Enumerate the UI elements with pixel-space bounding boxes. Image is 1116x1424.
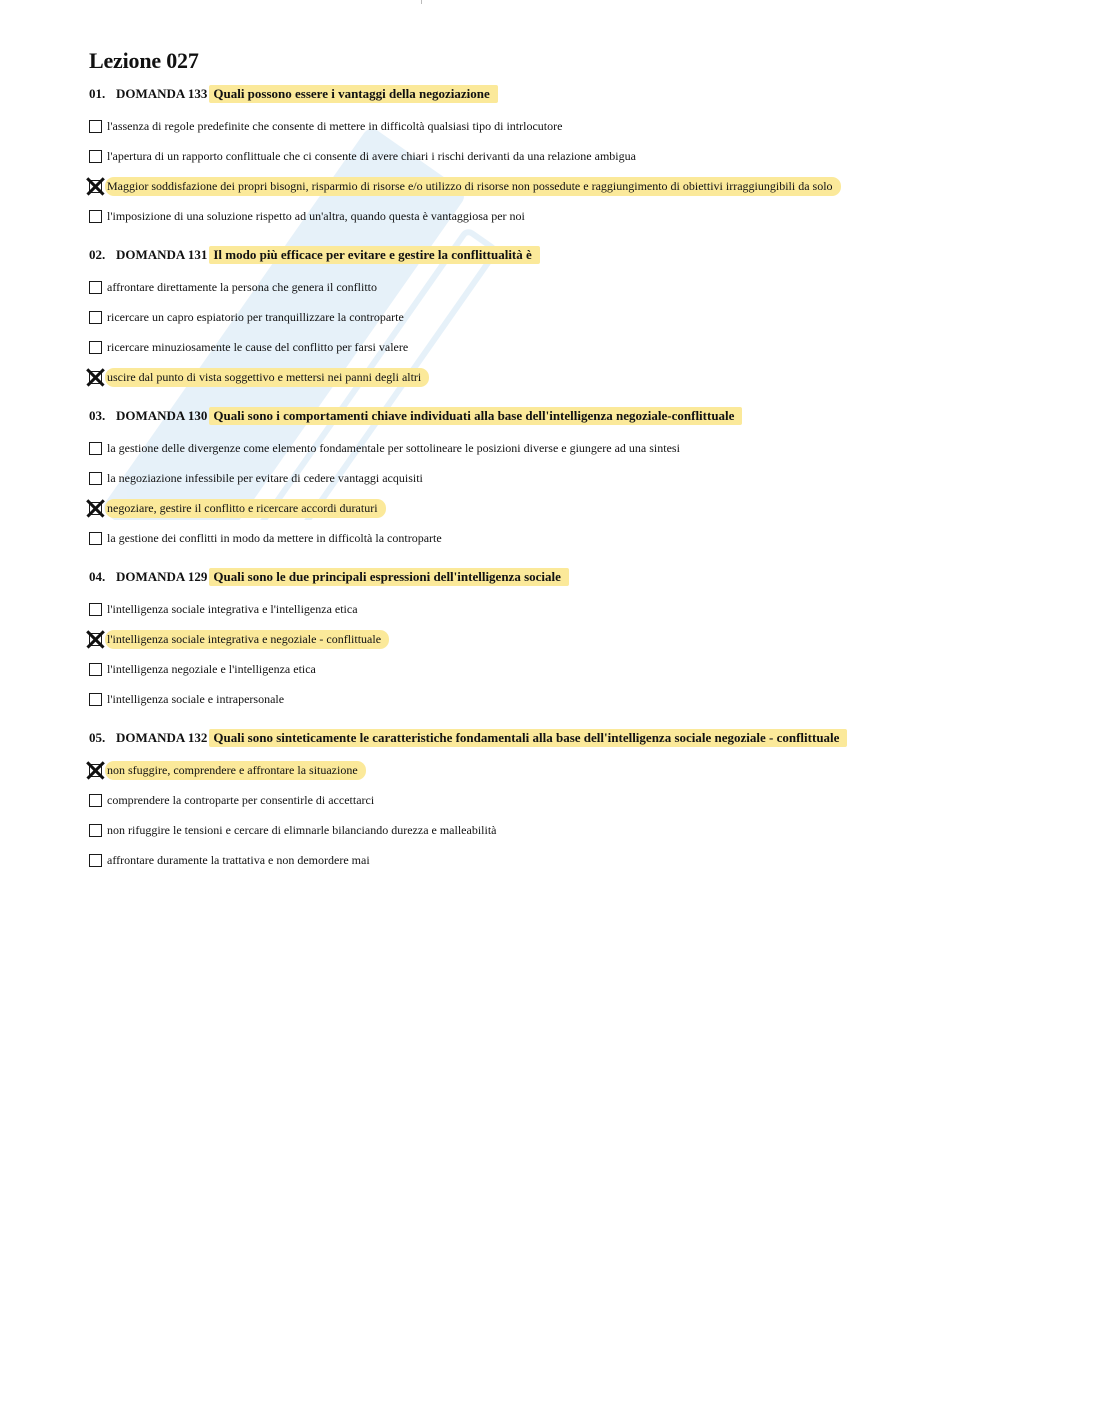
answer-option[interactable] [88,272,988,302]
answer-text: ricercare un capro espiatorio per tranquillizzare la controparte [107,309,404,324]
question-text: Il modo più efficace per evitare e gestire la conflittualità è [209,246,539,264]
question-number: 03. [89,408,106,423]
question-label: DOMANDA 133 [116,86,208,101]
checkbox-crossed-icon[interactable] [89,371,102,384]
answer-text: ricercare minuziosamente le cause del conflitto per farsi valere [107,339,409,354]
checkbox-icon[interactable] [89,693,102,706]
checkbox-crossed-icon[interactable] [89,502,102,515]
checkbox-icon[interactable] [89,311,102,324]
question-block [88,728,988,875]
answer-text: uscire dal punto di vista soggettivo e mettersi nei panni degli altri [105,368,429,387]
question-block [88,245,988,392]
answer-option[interactable] [88,815,988,845]
checkbox-icon[interactable] [89,150,102,163]
answer-option[interactable] [88,755,988,785]
answer-text: la negoziazione infessibile per evitare di cedere vantaggi acquisiti [107,470,423,485]
answer-option[interactable] [88,845,988,875]
question-header [88,567,988,587]
checkbox-icon[interactable] [89,281,102,294]
checkbox-icon[interactable] [89,472,102,485]
answer-option[interactable] [88,654,988,684]
checkbox-icon[interactable] [89,442,102,455]
question-number: 01. [89,86,106,101]
answer-option[interactable] [88,433,988,463]
answer-text: non sfuggire, comprendere e affrontare la situazione [105,761,366,780]
question-text: Quali sono sinteticamente le caratteristiche fondamentali alla base dell'intelligenza sociale negoziale - conflittuale [209,729,847,747]
answer-option[interactable] [88,594,988,624]
page-top-mark [421,0,422,4]
question-text: Quali possono essere i vantaggi della negoziazione [209,85,497,103]
answer-text: l'intelligenza sociale e intrapersonale [107,691,285,706]
answer-option[interactable] [88,785,988,815]
answer-option[interactable] [88,111,988,141]
question-label: DOMANDA 129 [116,569,208,584]
answer-option[interactable] [88,201,988,231]
question-header [88,406,988,426]
checkbox-icon[interactable] [89,663,102,676]
question-number: 05. [89,730,106,745]
answer-text: la gestione dei conflitti in modo da mettere in difficoltà la controparte [107,530,442,545]
checkbox-icon[interactable] [89,824,102,837]
question-label: DOMANDA 130 [116,408,208,423]
answer-text: l'assenza di regole predefinite che consente di mettere in difficoltà qualsiasi tipo di intrlocutore [107,118,563,133]
question-header [88,84,988,104]
question-header [88,728,988,748]
answer-option[interactable] [88,171,988,201]
checkbox-crossed-icon[interactable] [89,633,102,646]
answer-text: Maggior soddisfazione dei propri bisogni, risparmio di risorse e/o utilizzo di risorse non possedute e raggiungimento di obiettivi irraggiungibili da solo [105,177,841,196]
question-label: DOMANDA 131 [116,247,208,262]
checkbox-icon[interactable] [89,210,102,223]
question-number: 04. [89,569,106,584]
answer-option[interactable] [88,684,988,714]
answer-option[interactable] [88,141,988,171]
question-label: DOMANDA 132 [116,730,208,745]
answer-option[interactable] [88,624,988,654]
question-block [88,406,988,553]
checkbox-icon[interactable] [89,532,102,545]
question-block [88,84,988,231]
answer-option[interactable] [88,362,988,392]
question-header [88,245,988,265]
checkbox-icon[interactable] [89,120,102,133]
answer-option[interactable] [88,463,988,493]
checkbox-icon[interactable] [89,603,102,616]
checkbox-icon[interactable] [89,341,102,354]
answer-text: comprendere la controparte per consentirle di accettarci [107,792,375,807]
answer-text: l'apertura di un rapporto conflittuale che ci consente di avere chiari i rischi derivanti da una relazione ambigua [107,148,636,163]
answer-option[interactable] [88,332,988,362]
answer-text: la gestione delle divergenze come elemento fondamentale per sottolineare le posizioni diverse e giungere ad una sintesi [107,440,680,455]
answer-text: affrontare duramente la trattativa e non demordere mai [107,852,370,867]
question-list [88,84,988,889]
answer-text: affrontare direttamente la persona che genera il conflitto [107,279,377,294]
answer-text: l'intelligenza negoziale e l'intelligenza etica [107,661,316,676]
answer-option[interactable] [88,493,988,523]
question-text: Quali sono le due principali espressioni dell'intelligenza sociale [209,568,569,586]
page-title: Lezione 027 [89,48,199,73]
checkbox-icon[interactable] [89,854,102,867]
answer-option[interactable] [88,523,988,553]
question-block [88,567,988,714]
checkbox-crossed-icon[interactable] [89,764,102,777]
answer-text: negoziare, gestire il conflitto e ricercare accordi duraturi [105,499,386,518]
answer-text: l'intelligenza sociale integrativa e l'intelligenza etica [107,601,358,616]
answer-text: l'imposizione di una soluzione rispetto ad un'altra, quando questa è vantaggiosa per noi [107,208,525,223]
checkbox-icon[interactable] [89,794,102,807]
question-number: 02. [89,247,106,262]
answer-text: non rifuggire le tensioni e cercare di elimnarle bilanciando durezza e malleabilità [107,822,497,837]
answer-option[interactable] [88,302,988,332]
question-text: Quali sono i comportamenti chiave individuati alla base dell'intelligenza negoziale-conflittuale [209,407,742,425]
checkbox-crossed-icon[interactable] [89,180,102,193]
answer-text: l'intelligenza sociale integrativa e negoziale - conflittuale [105,630,389,649]
